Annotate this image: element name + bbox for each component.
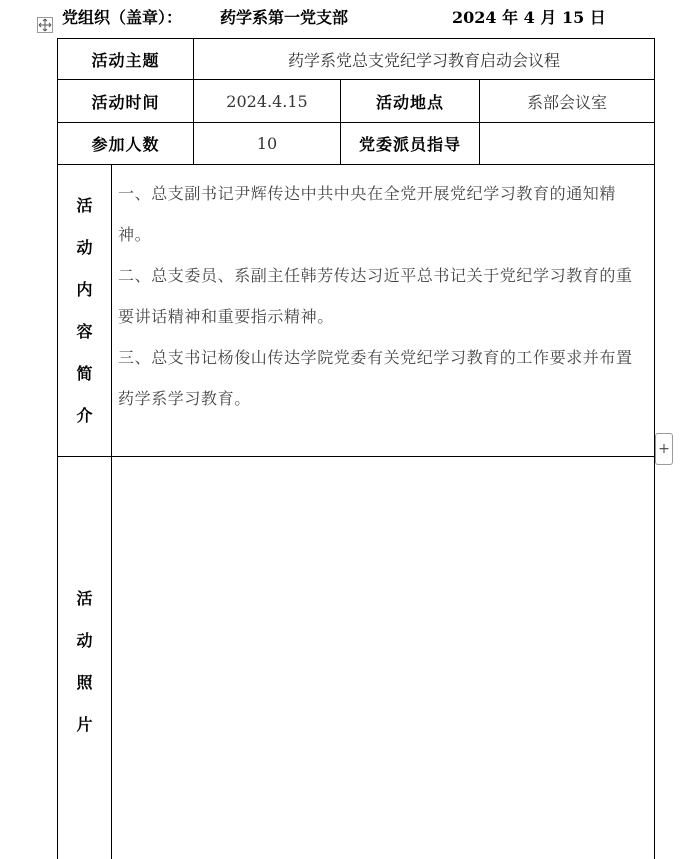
time-value[interactable]: 2024.4.15 <box>194 80 341 123</box>
place-value[interactable]: 系部会议室 <box>480 80 655 123</box>
content-label-char: 容 <box>76 321 93 341</box>
guide-label: 党委派员指导 <box>341 123 480 165</box>
content-item-2: 二、总支委员、系副主任韩芳传达习近平总书记关于党纪学习教育的重要讲话精神和重要指示精神。 <box>118 266 633 326</box>
report-date: 2024 年 4 月 15 日 <box>452 8 606 27</box>
content-label-char: 简 <box>76 363 93 383</box>
guide-value[interactable] <box>480 123 655 165</box>
plus-icon: + <box>658 441 670 457</box>
theme-label: 活动主题 <box>58 39 194 80</box>
activity-record-table <box>57 38 655 859</box>
content-label-char: 动 <box>76 237 93 257</box>
count-value[interactable]: 10 <box>194 123 341 165</box>
content-summary-label <box>58 165 112 457</box>
add-column-button[interactable] <box>655 433 673 465</box>
photo-label-char: 动 <box>76 630 93 650</box>
photo-label-char: 片 <box>76 714 93 734</box>
content-label-char: 介 <box>76 405 93 425</box>
place-label: 活动地点 <box>341 80 480 123</box>
content-summary-cell[interactable] <box>112 165 655 457</box>
table-move-handle[interactable] <box>37 17 53 33</box>
photo-cell[interactable] <box>112 457 655 859</box>
photo-label-char: 活 <box>76 588 93 608</box>
content-item-1: 一、总支副书记尹辉传达中共中央在全党开展党纪学习教育的通知精神。 <box>118 184 617 244</box>
photo-label <box>58 457 112 859</box>
content-label-char: 活 <box>76 195 93 215</box>
org-name: 药学系第一党支部 <box>220 8 349 27</box>
move-cross-icon <box>38 18 52 32</box>
org-label: 党组织（盖章）： <box>62 8 183 27</box>
count-label: 参加人数 <box>58 123 194 165</box>
content-label-char: 内 <box>76 279 93 299</box>
photo-label-char: 照 <box>76 672 93 692</box>
time-label: 活动时间 <box>58 80 194 123</box>
content-item-3: 三、总支书记杨俊山传达学院党委有关党纪学习教育的工作要求并布置药学系学习教育。 <box>118 348 633 408</box>
theme-value[interactable]: 药学系党总支党纪学习教育启动会议程 <box>194 39 655 80</box>
